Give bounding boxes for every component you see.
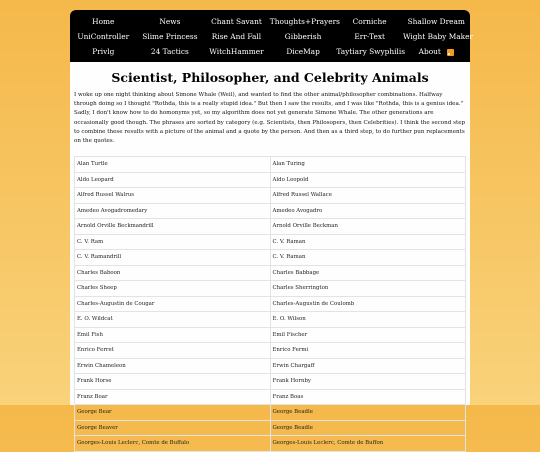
table-row [75, 296, 466, 312]
nav-row [70, 14, 470, 29]
table-row [75, 420, 466, 436]
page-container [70, 10, 474, 447]
animal-name-cell: Arnold Orville Beckmandrill [75, 219, 271, 235]
nav-privlg[interactable]: Privlg [92, 47, 115, 56]
table-row [75, 405, 466, 421]
original-name-cell: Charles Sherrington [270, 281, 466, 297]
nav-row [70, 29, 474, 44]
animal-name-cell: Georges-Louis Leclerc, Comte de Buffalo [75, 436, 271, 452]
animal-name-cell: Franz Boar [75, 389, 271, 405]
table-row [75, 203, 466, 219]
original-name-cell: Charles Babbage [270, 265, 466, 281]
original-name-cell: Charles-Augustin de Coulomb [270, 296, 466, 312]
table-row [75, 374, 466, 390]
original-name-cell: Alfred Russel Wallace [270, 188, 466, 204]
page-title: Scientist, Philosopher, and Celebrity Animals [111, 70, 429, 85]
original-name-cell: Franz Boas [270, 389, 466, 405]
table-row [75, 358, 466, 374]
nav-slime-princess[interactable]: Slime Princess [142, 32, 198, 41]
nav-shallow-dream[interactable]: Shallow Dream [407, 17, 465, 26]
animal-name-cell: E. O. Wildcat [75, 312, 271, 328]
original-name-cell: C. V. Raman [270, 250, 466, 266]
table-row [75, 234, 466, 250]
nav-rise-and-fall[interactable]: Rise And Fall [211, 32, 262, 41]
nav-about[interactable]: About [418, 47, 441, 56]
table-row [75, 343, 466, 359]
rss-icon[interactable] [447, 49, 454, 56]
animal-name-cell: Charles-Augustin de Cougar [75, 296, 271, 312]
original-name-cell: Aldo Leopold [270, 172, 466, 188]
intro-paragraph: I woke up one night thinking about Simone Whale (Weil), and wanted to find the other animal/philosopher combinations. Halfway through doing so I thought "Rothda, this is a really stupid idea." But then I saw the results, and I was like "Rothda, this is a genius idea." Sadly, I don't know how to do homonyms yet, so my algorithm does not yet generate Simone Whale. The other generations are occasionally good though. The phrases are sorted by category (e.g. Scientists, then Philosopers, then Celebrities). I think the second step to combine these results with a picture of the animal and a quote by the person. And then as a third step, to do further pun replacements on the quotes. [74, 92, 466, 145]
nav-row [70, 44, 470, 59]
table-row [75, 172, 466, 188]
animal-name-cell: George Beaver [75, 420, 271, 436]
nav-news[interactable]: News [159, 17, 181, 26]
animal-name-cell: Aldo Leopard [75, 172, 271, 188]
animal-name-cell: Emil Fish [75, 327, 271, 343]
original-name-cell: Amedeo Avogadro [270, 203, 466, 219]
nav-24-tactics[interactable]: 24 Tactics [150, 47, 189, 56]
nav-wight-baby-maker[interactable]: Wight Baby Maker [402, 32, 474, 41]
table-row [75, 281, 466, 297]
animal-name-cell: George Bear [75, 405, 271, 421]
nav-err-text[interactable]: Err-Text [354, 32, 385, 41]
nav-about-group [403, 47, 470, 56]
original-name-cell: Enrico Fermi [270, 343, 466, 359]
animal-name-cell: Charles Sheep [75, 281, 271, 297]
original-name-cell: C. V. Raman [270, 234, 466, 250]
animal-name-cell: Frank Horse [75, 374, 271, 390]
table-row [75, 157, 466, 173]
table-body [75, 157, 466, 452]
nav-thoughts-prayers[interactable]: Thoughts+Prayers [269, 17, 340, 26]
original-name-cell: Emil Fischer [270, 327, 466, 343]
table-row [75, 250, 466, 266]
animal-name-cell: Alfred Russel Walrus [75, 188, 271, 204]
original-name-cell: Frank Hornby [270, 374, 466, 390]
nav-home[interactable]: Home [92, 17, 115, 26]
original-name-cell: Georges-Louis Leclerc, Comte de Buffon [270, 436, 466, 452]
animal-name-cell: C. V. Ram [75, 234, 271, 250]
original-name-cell: George Beadle [270, 405, 466, 421]
nav-corniche[interactable]: Corniche [352, 17, 387, 26]
table-row [75, 312, 466, 328]
top-nav [70, 10, 474, 62]
nav-unicontroller[interactable]: UniController [77, 32, 130, 41]
nav-dicemap[interactable]: DiceMap [286, 47, 320, 56]
animal-name-cell: C. V. Ramandrill [75, 250, 271, 266]
animal-name-table [74, 156, 466, 452]
animal-name-cell: Alan Turtle [75, 157, 271, 173]
original-name-cell: George Beadle [270, 420, 466, 436]
table-row [75, 327, 466, 343]
table-row [75, 389, 466, 405]
table-row [75, 188, 466, 204]
original-name-cell: Alan Turing [270, 157, 466, 173]
animal-name-cell: Enrico Ferret [75, 343, 271, 359]
nav-witchhammer[interactable]: WitchHammer [209, 47, 264, 56]
nav-gibberish[interactable]: Gibberish [284, 32, 322, 41]
table-row [75, 219, 466, 235]
original-name-cell: Erwin Chargaff [270, 358, 466, 374]
original-name-cell: E. O. Wilson [270, 312, 466, 328]
original-name-cell: Arnold Orville Beckman [270, 219, 466, 235]
nav-taytiary-swyphilis[interactable]: Taytiary Swyphilis [336, 47, 406, 56]
animal-name-cell: Amedeo Avogadromedary [75, 203, 271, 219]
animal-name-cell: Charles Baboon [75, 265, 271, 281]
table-row [75, 436, 466, 452]
animal-name-cell: Erwin Chameleon [75, 358, 271, 374]
table-row [75, 265, 466, 281]
nav-chant-savant[interactable]: Chant Savant [211, 17, 262, 26]
